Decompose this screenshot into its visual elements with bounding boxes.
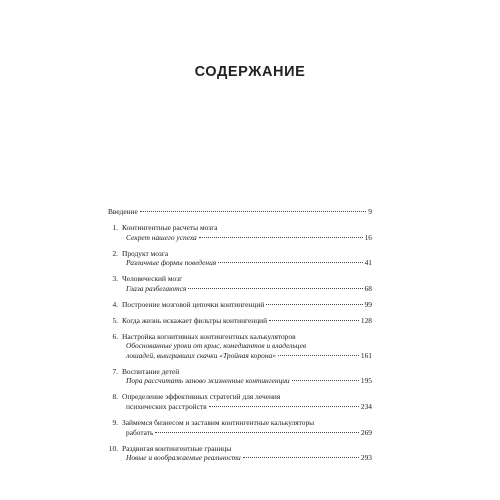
chapter-number: 1. [112, 222, 118, 232]
chapter-title: Построение мозговой цепочки контингенций [122, 299, 265, 309]
chapter-title: Воспитание детей [122, 366, 180, 376]
toc-entry[interactable] [108, 392, 372, 411]
chapter-number: 9. [112, 418, 118, 428]
dot-leader [209, 406, 359, 407]
toc-entry[interactable] [108, 332, 372, 361]
toc-line [108, 316, 372, 326]
toc-entry[interactable] [108, 444, 372, 463]
chapter-title: Человеческий мозг [122, 274, 183, 284]
toc-line [108, 341, 372, 351]
chapter-title: Продукт мозга [122, 248, 169, 258]
dot-leader [199, 237, 363, 238]
chapter-number: 10. [108, 443, 118, 453]
chapter-title: Контингентные расчеты мозга [122, 222, 218, 232]
chapter-title: психических расстройств [126, 402, 207, 412]
chapter-number: 5. [112, 315, 118, 325]
toc-entry[interactable] [108, 274, 372, 293]
toc-line [108, 223, 372, 233]
chapter-subtitle: Пора рассчитать заново жизненные контингенции [126, 376, 290, 386]
chapter-number: 6. [112, 331, 118, 341]
toc-line [108, 402, 372, 412]
chapter-title: Когда жизнь искажает фильтры контингенций [122, 315, 268, 325]
page-number: 16 [364, 232, 372, 242]
page-number: 68 [364, 283, 372, 293]
dot-leader [266, 304, 362, 305]
toc-line [108, 376, 372, 386]
page-number: 161 [360, 350, 372, 360]
chapter-title: Раздвигая контингентные границы [122, 443, 232, 453]
chapter-title: работать [126, 427, 154, 437]
chapter-subtitle: Обоснованные уроки от крыс, комедиантов и владельцев [126, 341, 307, 351]
chapter-subtitle: Глаза разбегаются [126, 283, 187, 293]
toc-line [108, 351, 372, 361]
page-number: 269 [360, 427, 372, 437]
toc-line [108, 428, 372, 438]
page-number: 195 [360, 376, 372, 386]
chapter-subtitle: Секрет нашего успеха [126, 232, 197, 242]
dot-leader [140, 211, 367, 212]
dot-leader [269, 320, 359, 321]
toc-line [108, 249, 372, 259]
page-number: 234 [360, 402, 372, 412]
dot-leader [243, 457, 359, 458]
chapter-title: Настройка когнитивных контингентных калькуляторов [122, 331, 296, 341]
toc-entry[interactable] [108, 367, 372, 386]
page-number: 99 [364, 299, 372, 309]
toc-line [108, 274, 372, 284]
chapter-number: 7. [112, 366, 118, 376]
chapter-title: Определение эффективных стратегий для лечения [122, 392, 281, 402]
toc-line [108, 258, 372, 268]
toc-entry[interactable] [108, 249, 372, 268]
page-number: 9 [368, 207, 372, 216]
toc-line [108, 453, 372, 463]
chapter-number: 8. [112, 392, 118, 402]
toc-entry[interactable] [108, 300, 372, 310]
chapter-number: 3. [112, 274, 118, 284]
toc-entry[interactable] [108, 418, 372, 437]
chapter-subtitle: лошадей, выигравших скачки «Тройная корона» [126, 350, 276, 360]
toc-line [108, 392, 372, 402]
toc-entry[interactable] [108, 207, 372, 217]
page-title: СОДЕРЖАНИЕ [194, 64, 306, 80]
toc-line [108, 367, 372, 377]
toc-line [108, 300, 372, 310]
chapter-subtitle: Различные формы поведения [126, 258, 217, 268]
dot-leader [188, 288, 362, 289]
toc-line [108, 284, 372, 294]
toc-entry[interactable] [108, 223, 372, 242]
chapter-number: 4. [112, 299, 118, 309]
chapter-title: Введение [108, 207, 138, 216]
dot-leader [292, 380, 359, 381]
toc-entry[interactable] [108, 316, 372, 326]
page-number: 128 [360, 315, 372, 325]
toc-line [108, 444, 372, 454]
chapter-number: 2. [112, 248, 118, 258]
chapter-subtitle: Новые и воображаемые реальности [126, 453, 241, 463]
toc-line [108, 233, 372, 243]
toc-line [108, 332, 372, 342]
page-number: 293 [360, 453, 372, 463]
chapter-title: Займемся бизнесом и заставим контингентные калькуляторы [122, 418, 315, 428]
toc-line [108, 418, 372, 428]
table-of-contents [108, 207, 372, 469]
dot-leader [278, 355, 359, 356]
page-number: 41 [364, 258, 372, 268]
dot-leader [155, 432, 359, 433]
dot-leader [218, 262, 362, 263]
toc-line [108, 207, 372, 217]
